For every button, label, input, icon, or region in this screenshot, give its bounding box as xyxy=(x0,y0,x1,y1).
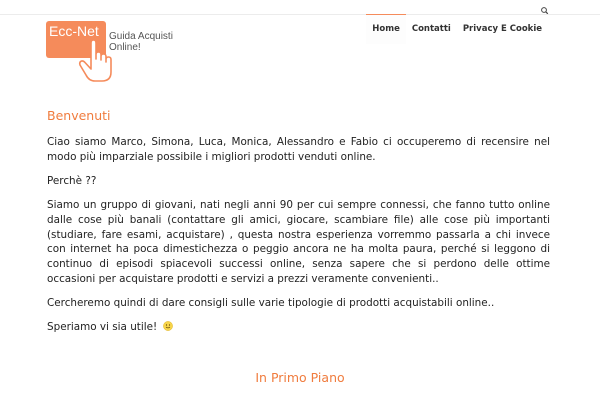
page-title: Benvenuti xyxy=(47,108,111,123)
advice-paragraph: Cercheremo quindi di dare consigli sulle varie tipologie di prodotti acquistabili online.. xyxy=(47,297,495,310)
nav-item-home[interactable]: Home xyxy=(366,14,406,44)
smile-emoji-icon xyxy=(163,321,173,331)
section-title-in-primo-piano: In Primo Piano xyxy=(255,370,345,385)
why-paragraph: Perchè ?? xyxy=(47,174,97,187)
top-bar xyxy=(0,0,600,12)
main-content xyxy=(47,108,550,344)
about-paragraph: Siamo un gruppo di giovani, nati negli anni 90 per cui sempre connessi, che fanno tutto online dalle cose più banali (contattare gli amici, giocare, scambiare file) alle cose più importanti (studiare, fare esami, acquistare) , questa nostra esperienza vorremmo passarla a chi invece con internet ha poca dimestichezza o peggio ancora ne ha molta paura, perché si leggono di continuo di episodi spiacevoli successi online, senza sapere che si perdono delle ottime occasioni per acquistare prodotti e servizi a prezzi veramente convenienti.. xyxy=(47,198,550,286)
closing-paragraph xyxy=(47,320,550,335)
nav-item-privacy-cookie[interactable]: Privacy E Cookie xyxy=(462,24,542,34)
nav-item-contatti[interactable]: Contatti xyxy=(411,24,451,34)
logo-name: Ecc-Net xyxy=(49,23,99,39)
intro-paragraph: Ciao siamo Marco, Simona, Luca, Monica, Alessandro e Fabio ci occuperemo di recensire nel modo più imparziale possibile i migliori prodotti venduti online. xyxy=(47,136,550,163)
closing-text: Speriamo vi sia utile! xyxy=(47,321,158,334)
site-logo[interactable] xyxy=(46,21,173,83)
logo-tagline: Guida Acquisti Online! xyxy=(109,31,173,53)
main-nav xyxy=(366,14,548,44)
pointing-hand-icon xyxy=(74,39,114,83)
search-button[interactable] xyxy=(540,1,550,11)
